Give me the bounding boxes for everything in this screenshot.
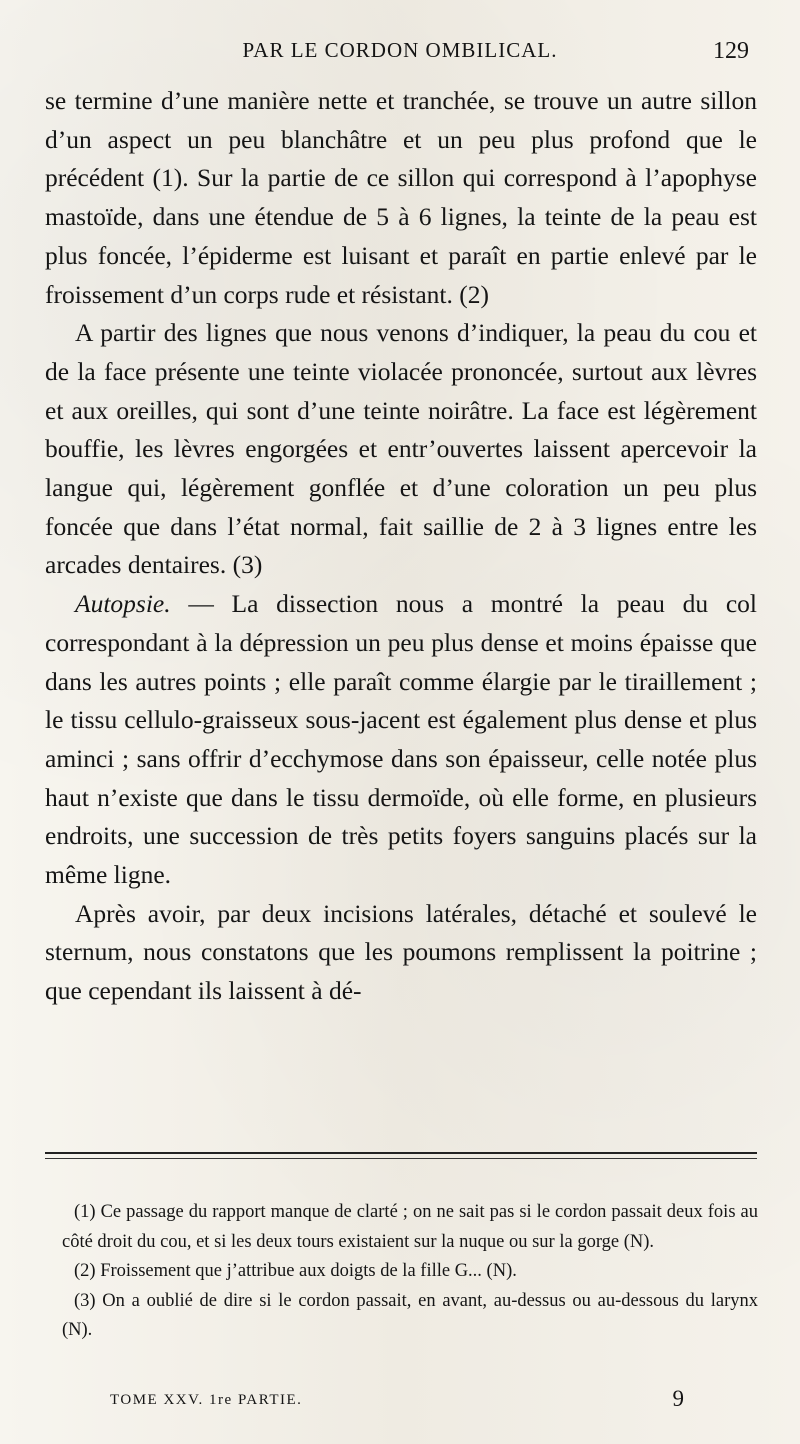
paragraph-4: Après avoir, par deux incisions latérales, détaché et soulevé le sternum, nous constatons que les poumons remplissent la poitrine ; que cependant ils laissent à dé- — [45, 898, 757, 1006]
paragraph-3 — [45, 585, 757, 895]
paragraph-2: A partir des lignes que nous venons d’indiquer, la peau du cou et de la face présente une teinte violacée prononcée, surtout aux lèvres et aux oreilles, qui sont d’une teinte noirâtre. La face est légèrement bouffie, les lèvres engorgées et entr’ouvertes laissent apercevoir la langue qui, légèrement gonflée et d’une coloration un peu plus foncée que dans l’état normal, fait saillie de 2 à 3 lignes entre les arcades dentaires. (3) — [45, 318, 757, 580]
footnote-1: (1) Ce passage du rapport manque de clarté ; on ne sait pas si le cordon passait deux fois au côté droit du cou, et si les deux tours existaient sur la nuque ou sur la gorge (N). — [62, 1202, 758, 1252]
footnote-3: (3) On a oublié de dire si le cordon passait, en avant, au-dessus ou au-dessous du larynx (N). — [62, 1290, 758, 1340]
printer-signature: TOME XXV. 1re PARTIE. — [110, 1392, 303, 1408]
page-footer — [110, 1386, 690, 1416]
paragraph-1: se termine d’une manière nette et tranchée, se trouve un autre sillon d’un aspect un peu blanchâtre et un peu plus profond que le précédent (1). Sur la partie de ce sillon qui correspond à l’apophyse mastoïde, dans une étendue de 5 à 6 lignes, la teinte de la peau est plus foncée, l’épiderme est luisant et paraît en partie enlevé par le froissement d’un corps rude et résistant. (2) — [45, 86, 757, 309]
footnote-separator — [45, 1152, 757, 1154]
footnote-2: (2) Froissement que j’attribue aux doigts de la fille G... (N). — [74, 1261, 517, 1281]
paragraph-3-text: — La dissection nous a montré la peau du col correspondant à la dépression un peu plus dense et moins épaisse que dans les autres points ; elle paraît comme élargie par le tiraillement ; le tissu cellulo-graisseux sous-jacent est également plus dense et plus aminci ; sans offrir d’ecchymose dans son épaisseur, celle notée plus haut n’existe que dans le tissu dermoïde, où elle forme, en plusieurs endroits, une succession de très petits foyers sanguins placés sur la même ligne. — [45, 589, 757, 890]
running-title: PAR LE CORDON OMBILICAL. — [242, 38, 558, 62]
page-header — [45, 38, 755, 72]
footnotes — [62, 1198, 758, 1346]
footnote-separator-thin — [45, 1158, 757, 1159]
section-lead-autopsie: Autopsie. — [75, 589, 171, 619]
page-number: 129 — [713, 38, 749, 64]
sheet-number: 9 — [672, 1386, 684, 1411]
body-text — [45, 82, 757, 1011]
